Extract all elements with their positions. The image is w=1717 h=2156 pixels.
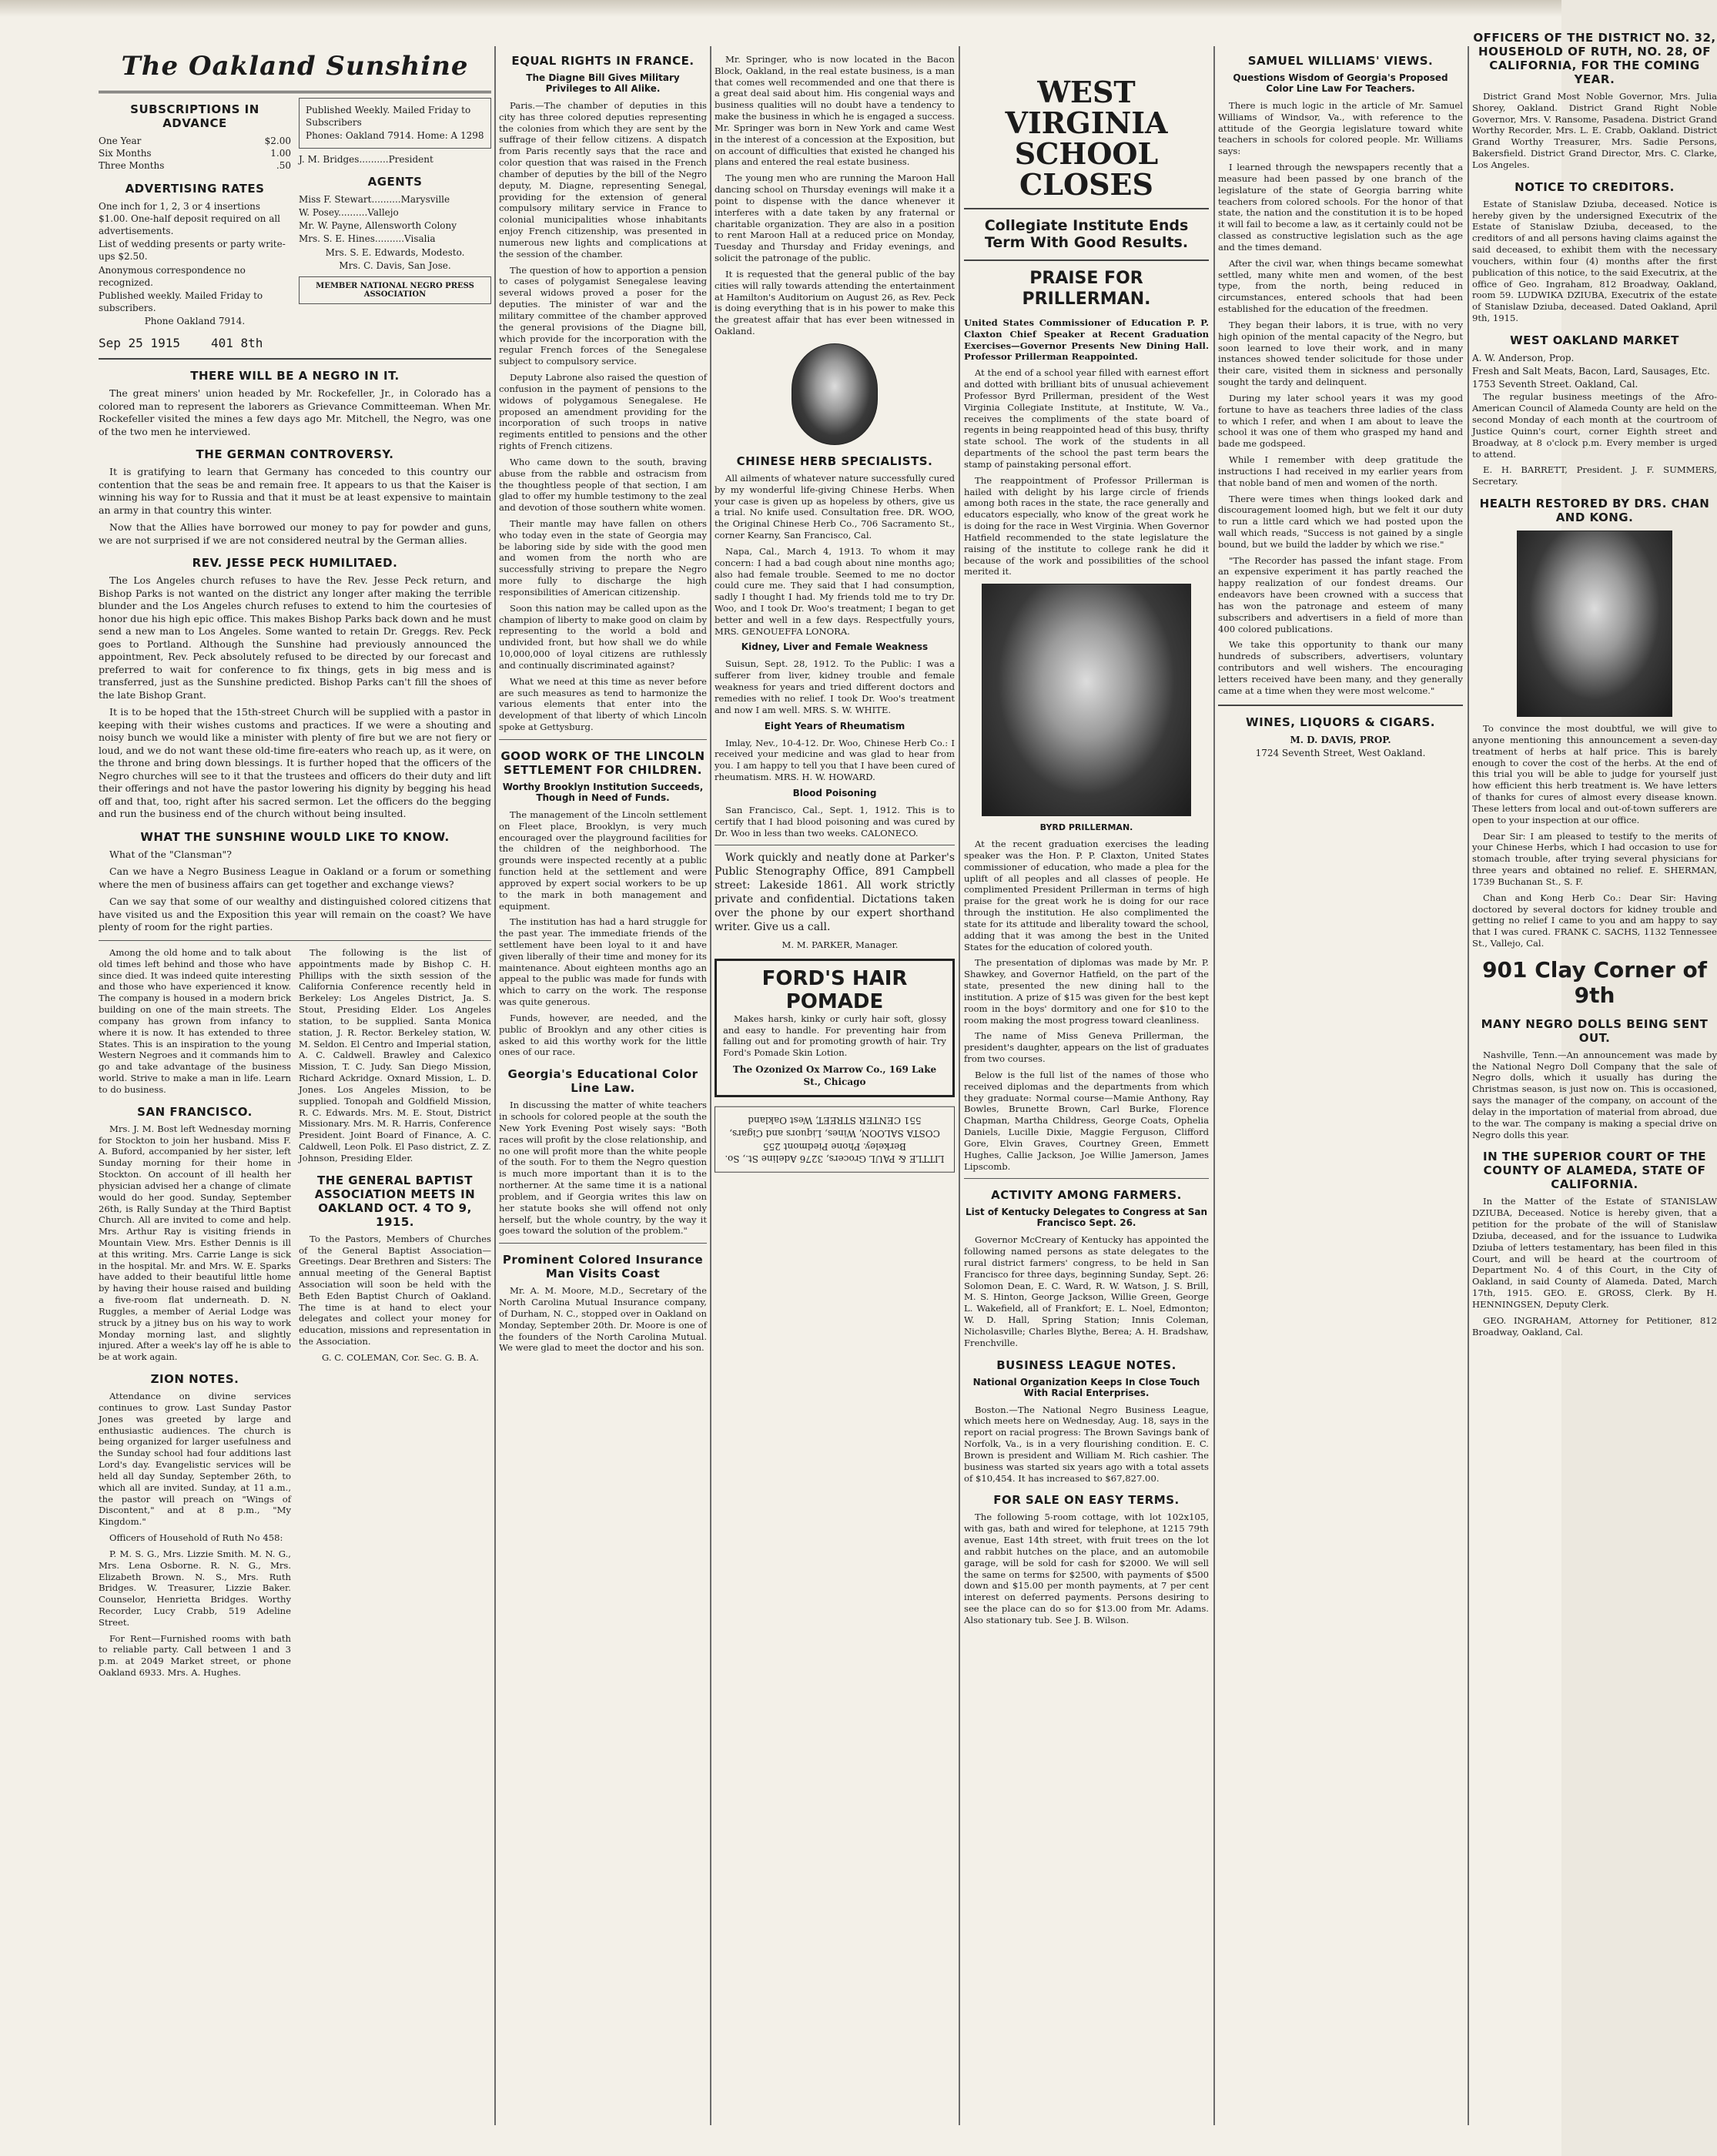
column-2 — [499, 31, 707, 1358]
article-paragraph: During my later school years it was my good fortune to have as teachers three ladies of the class to which I refer, and when I am about to leave the school it was one of them who grasped my hand and bade me godspeed. — [1218, 392, 1463, 450]
officers-title: Officers of Household of Ruth No 458: — [109, 1532, 283, 1544]
agent-line: Mrs. S. E. Hines..........Visalia — [299, 233, 436, 245]
agents-title: AGENTS — [367, 174, 423, 189]
article-paragraph: The institution has had a hard struggle for the past year. The immediate friends of the settlement have been loyal to it and have given liberally of their time and money for its maintenance. About eighteen months ago an appeal to the public was made for funds with which to carry on the work. The response was quite generous. — [499, 916, 707, 1008]
agent-line: Miss F. Stewart..........Marysville — [299, 193, 450, 205]
testimonial: San Francisco, Cal., Sept. 1, 1912. This is to certify that I had blood poisoning and was cured by Dr. Woo in less than two weeks. CALONECO. — [715, 804, 955, 839]
officers-list: P. M. S. G., Mrs. Lizzie Smith. M. N. G., Mrs. Lena Osborne. R. N. G., Mrs. Elizabeth Brown. N. S., Mrs. Ruth Bridges. W. Treasurer, Lizzie Baker. Counselor, Henrietta Bridges. Worthy Recorder, Lucy Crabb, 519 Adeline Street. — [99, 1548, 291, 1628]
adv-text: Anonymous correspondence no recognized. — [99, 264, 246, 288]
column-rule — [710, 46, 711, 2125]
column-editorial — [99, 31, 491, 1683]
for-rent-ad: For Rent—Furnished rooms with bath to reliable party. Call between 1 and 3 p.m. at 2049 Market street, or phone Oakland 6933. Mrs. A. Hughes. — [99, 1632, 291, 1679]
article-paragraph: Now that the Allies have borrowed our money to pay for powder and guns, we are not surprised if we are not considered neutral by the German allies. — [99, 521, 491, 546]
ad-owner: A. W. Anderson, Prop. — [1472, 352, 1575, 363]
officers-list: District Grand Most Noble Governor, Mrs. Julia Shorey, Oakland. District Grand Right Noble Governor, Mrs. V. Ransome, Pasadena. District Grand Worthy Recorder, Mrs. L. E. Crabb, Oakland. District Grand Worthy Treasurer, Mrs. Sadie Persons, Bakersfield. District Grand Director, Mrs. C. Clarke, Los Angeles. — [1472, 91, 1717, 170]
article-paragraph: The Los Angeles church refuses to have the Rev. Jesse Peck return, and Bishop Parks is not wanted on the district any longer after making the terrible blunder and the Los Angeles church refuses to extend to him the courtesies of honor due his high epic office. This makes Bishop Parks back down and he must send a new man to Los Angeles. Some wanted to retain Dr. Greggs. Rev. Peck goes to Portland. Although the Sunshine had previously announced the appointment, Rev. Peck absolutely refused to be directed by our forecast and preferred to wait for conference to fix things, gets in big mess and is transferred, just as the Sunshine predicted. Bishop Parks can't fill the shoes of the late Bishop Grant. — [99, 574, 491, 701]
subheadline: Kidney, Liver and Female Weakness — [741, 641, 929, 653]
article-paragraph: We take this opportunity to thank our many hundreds of subscribers, advertisers, voluntary contributors and well wishers. The encouraging letters received have been many, and they generally came at a time when they were most welcome." — [1218, 639, 1463, 696]
article-paragraph: Below is the full list of the names of those who received diplomas and the departments from which they graduate: Normal course—Mamie Anthony, Ray Bowles, Brunette Brown, Carl Burke, Florence Chapman, Martha Childress, George Coats, Ophelia Daniels, Lucille Dixie, Maggie Ferguson, Clifford Gore, Elvin Graves, Courtney Green, Emmett Hughes, Callie Jackson, Joe Willie Jamerson, James Lipscomb. — [964, 1069, 1209, 1172]
subs-row: One Year $2.00 — [99, 136, 291, 146]
subs-title: SUBSCRIPTIONS IN ADVANCE — [130, 102, 259, 130]
ad-address: 901 Clay Corner of 9th — [1482, 956, 1707, 1008]
headline: BUSINESS LEAGUE NOTES. — [996, 1358, 1176, 1372]
article-paragraph: While I remember with deep gratitude the instructions I had received in my earlier years from that noble band of men and women of the north. — [1218, 454, 1463, 488]
article-paragraph: "The Recorder has passed the infant stage. From an expensive experiment it has partly reached the happy realization of our fondest dreams. Our endeavors have been crowned with a success that has won the patronage and esteem of many subscribers and advertisers in a field of more than 400 colored publications. — [1218, 554, 1463, 634]
article-paragraph: Funds, however, are needed, and the public of Brooklyn and any other cities is asked to aid this worthy work for the little ones of our race. — [499, 1012, 707, 1058]
ad-signature: M. M. PARKER, Manager. — [782, 939, 899, 950]
ad-text: LITTLE & PAUL Grocers, 3276 Adeline St., So. Berkeley. Phone Piedmont 255 — [725, 1140, 945, 1165]
article-paragraph: What of the "Clansman"? — [109, 848, 232, 860]
classified-ad: The following 5-room cottage, with lot 102x105, with gas, bath and wired for telephone, at 1215 79th avenue, East 14th street, with fruit trees on the lot and rabbit hutches on the place, and an automobile garage, will be sold for cash for $2000. We will sell the same on terms for $2500, with payments of $500 down and $15.00 per month payments, at 7 per cent interest on deferred payments. Persons desiring to see the place can do so for $13.00 from Mr. Adams. Also stationary tub. See J. B. Wilson. — [964, 1512, 1209, 1625]
president-line: J. M. Bridges..........President — [299, 153, 433, 165]
testimonial: Suisun, Sept. 28, 1912. To the Public: I was a sufferer from liver, kidney trouble and female weakness for years and tried different doctors and remedies with no relief. I took Dr. Woo's treatment and now I am well. MRS. S. W. WHITE. — [715, 658, 955, 715]
column-rule — [494, 46, 496, 2125]
article-paragraph: Mr. Springer, who is now located in the Bacon Block, Oakland, in the real estate business, is a man that comes well recommended and one that there is a great deal said about him. His congenial ways and business qualities will no doubt have a tendency to make the business in which he is engaged a success. Mr. Springer was born in New York and came West in the interest of a concession at the Exposition, but on account of difficulties that existed he changed his plans and entered the real estate business. — [715, 54, 955, 168]
headline: HEALTH RESTORED BY DRS. CHAN AND KONG. — [1479, 497, 1710, 525]
ad-address: 1753 Seventh Street. Oakland, Cal. — [1472, 379, 1638, 390]
article-paragraph: Soon this nation may be called upon as the champion of liberty to make good on claim by representing to the world a bold and undivided front, but how shall we do while 10,000,000 of loyal citizens are ruthlessly and continually discriminated against? — [499, 602, 707, 671]
article-paragraph: The name of Miss Geneva Prillerman, the president's daughter, appears on the list of graduates from two courses. — [964, 1030, 1209, 1065]
article-paragraph: Their mantle may have fallen on others who today even in the state of Georgia may be laboring side by side with the good men and women from the north who are successfully striving to prepare the Negro more fully to discharge the high responsibilities of American citizenship. — [499, 517, 707, 598]
headline: CHINESE HERB SPECIALISTS. — [736, 454, 933, 468]
agent-line: W. Posey..........Vallejo — [299, 206, 399, 218]
article-intro: United States Commissioner of Education P. P. Claxton Chief Speaker at Recent Graduation Exercises—Governor Presents New Dining Hall. Professor Prillerman Reappointed. — [964, 316, 1209, 363]
member-box: MEMBER NATIONAL NEGRO PRESS ASSOCIATION — [299, 276, 491, 304]
masthead-info — [99, 93, 491, 328]
signature: E. H. BARRETT, President. J. F. SUMMERS, Secretary. — [1472, 464, 1717, 487]
article-paragraph: Governor McCreary of Kentucky has appointed the following named persons as state delegates to the rural district farmers' congress, to be held in San Francisco for three days, beginning Sunday, Sept. 26: Solomon Dean, E. C. Ward, R. W. Watson, J. S. Brill, M. S. Hinton, George Jackson, Willie Green, George L. Wakefield, all of Frankfort; E. L. Noel, Edmonton; W. D. Hall, Spring Station; Innis Coleman, Nicholasville; Charles Blythe, Berea; A. H. Bradshaw, Frenchville. — [964, 1234, 1209, 1348]
headline: FOR SALE ON EASY TERMS. — [993, 1493, 1180, 1508]
news-columns — [99, 947, 491, 1683]
article-paragraph: There is much logic in the article of Mr. Samuel Williams of Windsor, Va., with reference to the attitude of the Georgia legislature toward white teachers in schools for colored people. Mr. Williams says: — [1218, 100, 1463, 157]
article-paragraph: The question of how to apportion a pension to cases of polygamist Senegalese leaving several widows proved a poser for the deputies. The minister of war and the military committee of the chamber approved the general provisions of the Diagne bill, which provide for the incorporation with the regular French forces of the Senegalese subject to compulsory service. — [499, 264, 707, 367]
column-3 — [715, 31, 955, 1182]
ad-text: Makes harsh, kinky or curly hair soft, glossy and easy to handle. For preventing hair from falling out and for promoting growth of hair. Try Ford's Pomade Skin Lotion. — [723, 1013, 946, 1059]
headline: SAMUEL WILLIAMS' VIEWS. — [1247, 54, 1434, 68]
lead-subheadline: PRAISE FOR PRILLERMAN. — [1022, 269, 1151, 309]
headline: THE GENERAL BAPTIST ASSOCIATION MEETS IN OAKLAND OCT. 4 TO 9, 1915. — [314, 1173, 476, 1229]
prillerman-portrait — [982, 584, 1191, 816]
article-paragraph: Attendance on divine services continues to grow. Last Sunday Pastor Jones was greeted by large and enthusiastic audiences. The church is being organized for larger usefulness and the Sunday school had four additions last Lord's day. Evangelistic services will be held all day Sunday, September 26th, to which all are invited. Sunday, at 11 a.m., the pastor will preach on "Wings of Discontent," and at 8 p.m., "My Kingdom." — [99, 1391, 291, 1528]
column-6 — [1472, 31, 1717, 1342]
headline: SAN FRANCISCO. — [137, 1104, 253, 1119]
article-paragraph: The great miners' union headed by Mr. Rockefeller, Jr., in Colorado has a colored man to represent the laborers as Grievance Committeeman. When Mr. Rockefeller visited the mines a few days ago Mr. Mitchell, the Negro, was one of the two men he interviewed. — [99, 387, 491, 437]
subheadline: National Organization Keeps In Close Touch With Racial Enterprises. — [972, 1376, 1200, 1398]
issue-address: 401 8th — [210, 336, 263, 351]
issue-date: Sep 25 1915 — [99, 336, 180, 351]
article-paragraph: It is requested that the general public of the bay cities will rally towards attending the entertainment at Hamilton's Auditorium on August 26, as Rev. Peck is doing everything that is in his power to make this the greatest affair that has ever been witnessed in Oakland. — [715, 268, 955, 337]
legal-notice: Estate of Stanislaw Dziuba, deceased. Notice is hereby given by the undersigned Executrix of the Estate of Stanislaw Dziuba, deceased, to the creditors of and all persons having claims against the said deceased, to exhibit them with the necessary vouchers, within four (4) months after the first publication of this notice, to the said Executrix, at the office of Geo. Ingraham, 812 Broadway, Oakland, room 59. LUDWIKA DZIUBA, Executrix of the estate of Stanislaw Dziuba, deceased. Dated Oakland, April 9th, 1915. — [1472, 198, 1717, 324]
article-paragraph: After the civil war, when things became somewhat settled, many white men and women, of the best type, from the north, being reduced in circumstances, entered schools that had been established for the education of the freedmen. — [1218, 257, 1463, 315]
adv-text: Published weekly. Mailed Friday to subscribers. — [99, 290, 263, 314]
testimonial: Dear Sir: I am pleased to testify to the merits of your Chinese Herbs, which I had occasion to use for stomach trouble, after trying several physicians for three years and obtained no relief. E. SHERMAN, 1739 Buchanan St., S. F. — [1472, 830, 1717, 887]
article-paragraph: To the Pastors, Members of Churches of the General Baptist Association—Greetings. Dear Brethren and Sisters: The annual meeting of the General Baptist Association will soon be held with the Beth Eden Baptist Church of Oakland. The time is at hand to elect your delegates and collect your money for education, missions and representation in the Association. — [299, 1233, 491, 1348]
subheadline: The Diagne Bill Gives Military Privileges to All Alike. — [526, 72, 680, 94]
adv-text: One inch for 1, 2, 3 or 4 insertions $1.00. One-half deposit required on all advertisements. — [99, 200, 281, 236]
article-paragraph: The reappointment of Professor Prillerman is hailed with delight by his large circle of friends among both races in the state, the race generally and educators especially, who know of the great work he is doing for the race in West Virginia. When Governor Hatfield recommended to the state legislature the raising of the institute to college rank he did it because of the work and possibilities of the school merited it. — [964, 474, 1209, 578]
portrait-photo — [1517, 531, 1672, 717]
column-5 — [1218, 31, 1463, 760]
testimonial: Napa, Cal., March 4, 1913. To whom it may concern: I had a bad cough about nine months ago; also had female trouble. Seemed to me no doctor could cure me. They said that I had consumption, sadly I thought I had. My friends told me to try Dr. Woo, and I took Dr. Woo's treatment; I began to get better and well in a few days. Respectfully yours, MRS. GENOUEFFA LONORA. — [715, 545, 955, 637]
page-edge — [0, 0, 1561, 17]
ad-text: Work quickly and neatly done at Parker's Public Stenography Office, 891 Campbell street: Lakeside 1861. All work strictly private and confidential. Dictations taken over the phone by our expert shorthand writer. Give us a call. — [715, 852, 955, 933]
agent-line: Mrs. S. E. Edwards, Modesto. — [325, 246, 465, 258]
column-rule — [959, 46, 960, 2125]
article-paragraph: Can we have a Negro Business League in Oakland or a forum or something where the men of business affairs can get together and exchange views? — [99, 865, 491, 890]
article-paragraph: It is gratifying to learn that Germany has conceded to this country our contention that the seas be and remain free. It appears to us that the Kaiser is winning his way for to Russia and that it must be at least expensive to maintain an army in that country this winter. — [99, 466, 491, 516]
column-rule — [1213, 46, 1215, 2125]
agent-line: Mr. W. Payne, Allensworth Colony — [299, 220, 457, 232]
headline: OFFICERS OF THE DISTRICT NO. 32, HOUSEHOLD OF RUTH, NO. 28, OF CALIFORNIA, FOR THE COMING YEAR. — [1473, 31, 1716, 86]
portrait-photo — [792, 343, 878, 445]
article-paragraph: The young men who are running the Maroon Hall dancing school on Thursday evenings will make it a point to dispense with the dance whenever it interferes with a date taken by any fraternal or charitable organization. They are also in a position to rent Maroon Hall at a reduced price on Monday, Tuesday and Thursday and Friday evenings, and solicit the patronage of the public. — [715, 172, 955, 264]
subheadline: Worthy Brooklyn Institution Succeeds, Though in Need of Funds. — [502, 781, 704, 803]
lead-subheadline: Collegiate Institute Ends Term With Good Results. — [984, 216, 1189, 252]
subheadline: Eight Years of Rheumatism — [764, 720, 905, 732]
article-paragraph: They began their labors, it is true, with no very high opinion of the mental capacity of the Negro, but soon learned to love their work, and in many instances showed tender solicitude for those under their care, visited them in sickness and personally sought the tardy and delinquent. — [1218, 319, 1463, 388]
article-paragraph: Among the old home and to talk about old times left behind and those who have since died. It was indeed quite interesting and those who have experienced it know. The company is housed in a modern brick building on one of the main streets. The company has grown from infancy to where it is now. It has extended to three States. This is an inspiration to the young Western Negroes and it commands him to go and take advantage of the business world. Strive to make a man in life. Learn to do business. — [99, 946, 291, 1095]
ad-address: The Ozonized Ox Marrow Co., 169 Lake St., Chicago — [732, 1063, 937, 1088]
headline: IN THE SUPERIOR COURT OF THE COUNTY OF ALAMEDA, STATE OF CALIFORNIA. — [1482, 1150, 1706, 1192]
adv-text: List of wedding presents or party write-ups $2.50. — [99, 239, 286, 263]
headline: REV. JESSE PECK HUMILITAED. — [192, 556, 398, 571]
article-paragraph: Paris.—The chamber of deputies in this city has three colored deputies representing the colonies from which they are sent by the suffrage of their fellow citizens. A dispatch from Paris recently says that the race and color question that was raised in the French chamber of deputies by the bill of the Negro deputy, M. Diagne, representing Senegal, providing for the extension of general compulsory military service in France to colonial municipalities whose inhabitants enjoy French citizenship, was presented in numerous new lights and complications at the session of the chamber. — [499, 100, 707, 259]
headline: THE GERMAN CONTROVERSY. — [196, 447, 394, 462]
article-paragraph: The presentation of diplomas was made by Mr. P. Shawkey, and Governor Hatfield, on the part of the state, presented the new dining hall to the institution. A prize of $15 was given for the best kept room in the boys' dormitory and one for $10 to the room making the most progress toward cleanliness. — [964, 957, 1209, 1026]
legal-notice: In the Matter of the Estate of STANISLAW DZIUBA, Deceased. Notice is hereby given, that a petition for the probate of the will of Stanislaw Dziuba, deceased, and for the issuance to Ludwika Dziuba of letters testamentary, has been filed in this Court, and will be heard at the courtroom of Department No. 4 of this Court, in the City of Oakland, in said County of Alameda. Dated, March 17th, 1915. GEO. E. GROSS, Clerk. By H. HENNINGSEN, Deputy Clerk. — [1472, 1196, 1717, 1310]
article-paragraph: At the recent graduation exercises the leading speaker was the Hon. P. P. Claxton, United States commissioner of education, who made a plea for the uplift of all peoples and all classes of people. He complimented President Prillerman in terms of high praise for the great work he is doing for our race through the institution. He also complimented the state for its attitude and liberality toward the school, adding that it was among the best in the United States for the education of colored youth. — [964, 839, 1209, 952]
adv-title: ADVERTISING RATES — [125, 181, 265, 196]
upside-down-ad — [715, 1106, 955, 1173]
ad-owner: M. D. DAVIS, PROP. — [1290, 734, 1391, 745]
article-paragraph: Mr. A. M. Moore, M.D., Secretary of the North Carolina Mutual Insurance company, of Durham, N. C., stopped over in Oakland on Monday, September 20th. Dr. Moore is one of the founders of the North Carolina Mutual. We were glad to meet the doctor and his son. — [499, 1285, 707, 1354]
article-paragraph: At the end of a school year filled with earnest effort and dotted with brilliant bits of unusual achievement Professor Byrd Prillerman, president of the West Virginia Collegiate Institute, at Institute, W. Va., receives the compliments of the state board of regents in being reappointed head of this busy, thrifty state school. The work of the students in all departments of the school the past term bears the stamp of painstaking personal effort. — [964, 367, 1209, 470]
headline: ACTIVITY AMONG FARMERS. — [991, 1188, 1182, 1203]
article-paragraph: I learned through the newspapers recently that a measure had been passed by one branch of the legislature of the state of Georgia barring white teachers from colored schools. For the honor of that state, the nation and the constitution it is to be hoped it will fail to become a law, as it certainly could not be classed as constructive legislation such as the age and the times demand. — [1218, 162, 1463, 253]
signature: GEO. INGRAHAM, Attorney for Petitioner, 812 Broadway, Oakland, Cal. — [1472, 1314, 1717, 1337]
headline: MANY NEGRO DOLLS BEING SENT OUT. — [1481, 1016, 1709, 1045]
appointments-list: The following is the list of appointments made by Bishop C. H. Phillips with the sixth session of the California Conference recently held in Berkeley: Los Angeles District, Ja. S. Stout, Presiding Elder. Los Angeles station, to be supplied. Santa Monica station, J. R. Rector. Berkeley station, W. M. Seldon. El Centro and Imperial station, A. C. Caldwell. Brawley and Calexico Mission, T. C. Judy. San Diego Mission, Richard Ackridge. Oxnard Mission, L. D. Jones. Los Angeles Mission, to be supplied. Tonopah and Goldfield Mission, R. C. Edwards. Mrs. M. E. Stout, District Missionary. Mrs. M. R. Harris, Conference President. Joint Board of Finance, A. C. Caldwell, Leon Polk. El Paso district, Z. Z. Johnson, Presiding Elder. — [299, 946, 491, 1163]
article-paragraph: Mrs. J. M. Bost left Wednesday morning for Stockton to join her husband. Miss F. A. Buford, accompanied by her sister, left Sunday morning for their home in Stockton. On account of ill health her physician advised her a change of climate would do her good. Sunday, September 26th, is Rally Sunday at the Third Baptist Church. All are invited to come and help. Mrs. Arthur Ray is visiting friends in Mountain View. Mrs. Esther Dennis is ill at this writing. Mrs. Carrie Lange is sick in the hospital. Mr. and Mrs. W. E. Sparks have added to their beautiful little home by having their house raised and building a five-room flat underneath. D. N. Ruggles, a member of Aerial Lodge was struck by a jitney bus on his way to work Monday morning last, and slightly injured. After a week's lay off he is able to be at work again. — [99, 1123, 291, 1363]
adv-phone: Phone Oakland 7914. — [144, 316, 246, 327]
headline: WHAT THE SUNSHINE WOULD LIKE TO KNOW. — [140, 829, 450, 844]
article-paragraph: Boston.—The National Negro Business League, which meets here on Wednesday, Aug. 18, says in the report on racial progress: The Brown Savings bank of Norfolk, Va., is in a very flourishing condition. E. C. Brown is president and William M. Rich cashier. The business was started six years ago with a total assets of $10,454. It has increased to $67,827.00. — [964, 1404, 1209, 1484]
subheadline: Blood Poisoning — [792, 787, 877, 798]
column-rule — [1468, 46, 1469, 2125]
agent-line: Mrs. C. Davis, San Jose. — [339, 259, 451, 271]
ad-title: FORD'S HAIR POMADE — [761, 966, 908, 1013]
photo-caption: BYRD PRILLERMAN. — [1039, 822, 1133, 833]
ad-text: To convince the most doubtful, we will give to anyone mentioning this announcement a seven-day treatment of herbs at half price. This is barely enough to cover the cost of the herbs. At the end of this trial you will be able to judge for yourself just how efficient this herb treatment is. We have letters of thanks for cures of almost every disease known. These letters from local and out-of-town sufferers are open to your inspection at our office. — [1472, 723, 1717, 825]
article-paragraph: What we need at this time as never before are such measures as tend to harmonize the various elements that enter into the development of that liberty of which Lincoln spoke at Gettysburg. — [499, 675, 707, 733]
article-paragraph: Who came down to the south, braving abuse from the rabble and ostracism from the thoughtless people of that section, I am glad to offer my humble testimony to the zeal and devotion of those southern white women. — [499, 456, 707, 514]
article-paragraph: The management of the Lincoln settlement on Fleet place, Brooklyn, is very much encouraged over the playground facilities for the children of the neighborhood. The grounds were inspected recently at a public function held at the settlement and were approved by expert social workers to be up to the mark in both management and equipment. — [499, 808, 707, 912]
testimonial: Chan and Kong Herb Co.: Dear Sir: Having doctored by several doctors for kidney trouble and getting no relief I came to you and am happy to say that I was cured. FRANK C. SACHS, 1132 Tennessee St., Vallejo, Cal. — [1472, 892, 1717, 949]
article-paragraph: The regular business meetings of the Afro-American Council of Alameda County are held on the second Monday of each month at the courtroom of Justice Quinn's court, corner Eighth street and Broadway, at 8 o'clock p.m. Every member is urged to attend. — [1472, 391, 1717, 460]
ad-text: Fresh and Salt Meats, Bacon, Lard, Sausages, Etc. — [1472, 366, 1710, 377]
headline: Prominent Colored Insurance Man Visits Coast — [502, 1253, 704, 1281]
masthead: The Oakland Sunshine — [99, 31, 491, 93]
ad-address: 1724 Seventh Street, West Oakland. — [1255, 747, 1426, 758]
signature: G. C. COLEMAN, Cor. Sec. G. B. A. — [322, 1351, 479, 1363]
article-paragraph: Nashville, Tenn.—An announcement was made by the National Negro Doll Company that the sale of Negro dolls, which it usually has during the Christmas season, is just now on. This is occasioned, says the manager of the company, on account of the delay in the importation of material from abroad, due to the war. The company is making a special drive on Negro dolls this year. — [1472, 1049, 1717, 1140]
article-paragraph: Can we say that some of our wealthy and distinguished colored citizens that have visited us and the Exposition this year will remain on the coast? We have plenty of room for the right parties. — [99, 896, 491, 933]
article-paragraph: In discussing the matter of white teachers in schools for colored people at the south the New York Evening Post wisely says: "Both races will profit by the close relationship, and no one will profit more than the white people of the south. For to them the Negro question is much more important than it is to the northerner. At the same time it is a national problem, and if Georgia writes this law on her statute books she will offend not only herself, but the whole country, by the way it goes toward the solution of the problem." — [499, 1100, 707, 1237]
ad-text: COSTA SALOON, Wines, Liquors and Cigars, 551 CENTER STREET, West Oakland — [729, 1115, 940, 1139]
subheadline: List of Kentucky Delegates to Congress at San Francisco Sept. 26. — [966, 1207, 1207, 1229]
headline: Georgia's Educational Color Line Law. — [507, 1067, 698, 1096]
headline: NOTICE TO CREDITORS. — [1515, 179, 1675, 194]
article-paragraph: There were times when things looked dark and discouragement loomed high, but we felt it our duty to run a little card which we had posted upon the wall which reads, "Success is not gained by a single bound, but we build the ladder by which we rise." — [1218, 493, 1463, 550]
archive-stamp — [99, 336, 491, 350]
column-4 — [964, 31, 1209, 1631]
headline: THERE WILL BE A NEGRO IN IT. — [190, 369, 400, 383]
pub-line: Published Weekly. Mailed Friday to Subscribers — [306, 105, 471, 129]
headline: WEST OAKLAND MARKET — [1510, 333, 1679, 347]
headline: EQUAL RIGHTS IN FRANCE. — [511, 54, 694, 68]
publication-box — [299, 98, 491, 149]
headline: WINES, LIQUORS & CIGARS. — [1246, 715, 1435, 729]
article-paragraph: Deputy Labrone also raised the question of confusion in the payment of pensions to the widows of polygamous Senegalese. He proposed an amendment providing for the incorporation of such troops in native regiments entitled to pensions and the other rights of French citizens. — [499, 372, 707, 452]
ford-pomade-ad — [715, 959, 955, 1098]
subheadline: Questions Wisdom of Georgia's Proposed Color Line Law For Teachers. — [1233, 72, 1448, 94]
pub-phones: Phones: Oakland 7914. Home: A 1298 — [306, 130, 484, 142]
lead-headline: WEST VIRGINIA SCHOOL CLOSES — [1005, 75, 1168, 202]
article-paragraph: It is to be hoped that the 15th-street Church will be supplied with a pastor in keeping with their wishes customs and practices. If we were a shouting and noisy bunch we would like a minister with plenty of fire but we are not fiery or loud, and we do not want these old-time fire-eaters who reach up, as it were, on the throne and bring down blessings. It is further hoped that the officers of the Negro churches will see to it that the trustees and officers do their duty and lift their offerings and not have the pastor lowering his dignity by begging his head off and that, too, right after his sacred sermon. Let the officers do the begging and run the business end of the church without being insulted. — [99, 706, 491, 820]
headline: ZION NOTES. — [150, 1372, 239, 1387]
ad-text: All ailments of whatever nature successfully cured by my wonderful life-giving Chinese Herbs. When your case is given up as hopeless by others, give us a trial. No knife used. Consultation free. DR. WOO, the Original Chinese Herb Co., 706 Sacramento St., corner Kearny, San Francisco, Cal. — [715, 472, 955, 541]
headline: GOOD WORK OF THE LINCOLN SETTLEMENT FOR CHILDREN. — [500, 748, 705, 777]
subs-row: Three Months .50 — [99, 160, 291, 172]
testimonial: Imlay, Nev., 10-4-12. Dr. Woo, Chinese Herb Co.: I received your medicine and was glad to hear from you. I am happy to tell you that I have been cured of rheumatism. MRS. H. W. HOWARD. — [715, 737, 955, 783]
subs-row: Six Months 1.00 — [99, 148, 291, 159]
